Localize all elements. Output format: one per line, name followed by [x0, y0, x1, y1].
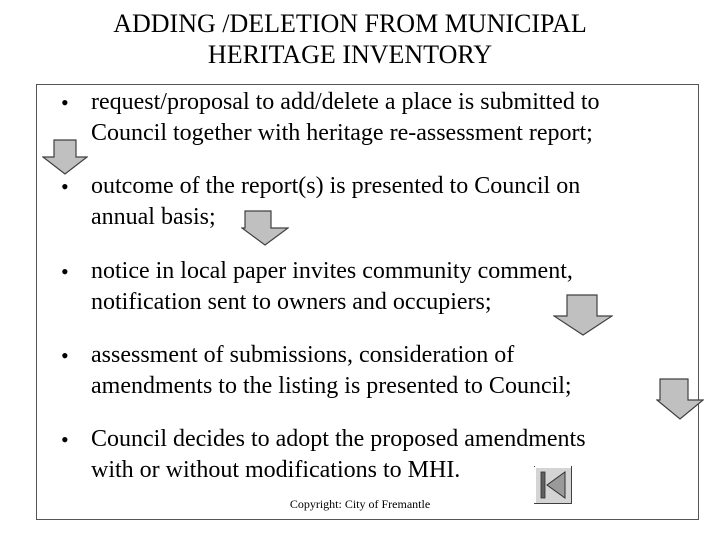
slide-title — [60, 8, 640, 70]
down-arrow-icon — [241, 210, 289, 246]
down-arrow-icon — [553, 294, 613, 336]
bullet-4-line-2: amendments to the listing is presented to Council; — [91, 373, 572, 399]
bullet-marker: • — [61, 259, 69, 284]
first-slide-button[interactable] — [534, 466, 572, 504]
bullet-marker: • — [61, 174, 69, 199]
down-arrow-icon — [42, 139, 88, 175]
bullet-3-line-1: notice in local paper invites community comment, — [91, 258, 573, 284]
copyright-notice: Copyright: City of Fremantle — [289, 497, 431, 511]
slide-title-line-2: HERITAGE INVENTORY — [207, 40, 493, 69]
bullet-5-line-2: with or without modifications to MHI. — [91, 457, 461, 483]
bullet-marker: • — [61, 427, 69, 452]
bullet-marker: • — [61, 90, 69, 115]
bullet-2-line-2: annual basis; — [91, 204, 216, 230]
bullet-1-line-2: Council together with heritage re-assessment report; — [91, 120, 593, 146]
down-arrow-icon — [656, 378, 704, 420]
bullet-4-line-1: assessment of submissions, consideration of — [91, 342, 515, 368]
bullet-5-line-1: Council decides to adopt the proposed amendments — [91, 426, 586, 452]
bullet-1-line-1: request/proposal to add/delete a place is submitted to — [91, 89, 600, 115]
bullet-2-line-1: outcome of the report(s) is presented to Council on — [91, 173, 581, 199]
slide-title-line-1: ADDING /DELETION FROM MUNICIPAL — [113, 9, 587, 38]
bullet-3-line-2: notification sent to owners and occupiers; — [91, 289, 492, 315]
bullet-marker: • — [61, 343, 69, 368]
